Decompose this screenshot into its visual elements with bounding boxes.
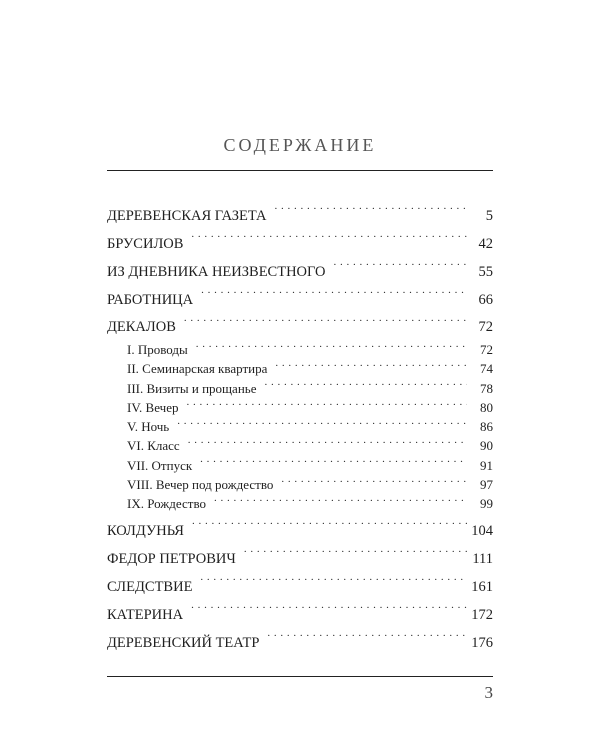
toc-entry-page: 104 — [471, 522, 493, 539]
toc-subentry[interactable] — [107, 359, 493, 378]
toc-subentry[interactable] — [107, 494, 493, 513]
toc-subentry-page: 90 — [480, 438, 493, 454]
toc-subentry[interactable] — [107, 475, 493, 494]
dot-leader — [244, 548, 467, 563]
toc-subentry-title: VIII. Вечер под рождество — [127, 477, 274, 493]
toc-subentry-page: 78 — [480, 380, 493, 396]
toc-subentry-title: IV. Вечер — [127, 399, 179, 415]
dot-leader — [186, 399, 467, 412]
toc-entry-title: КАТЕРИНА — [107, 606, 184, 623]
toc-subentry-title: VI. Класс — [127, 438, 180, 454]
dot-leader — [274, 206, 467, 221]
toc-entry[interactable] — [107, 286, 493, 314]
dot-leader — [192, 520, 467, 535]
toc-entry-page: 172 — [471, 606, 493, 623]
toc-subentry[interactable] — [107, 398, 493, 417]
toc-subentry-page: 97 — [480, 477, 493, 493]
toc-entry[interactable] — [107, 314, 493, 340]
toc-subentry[interactable] — [107, 417, 493, 436]
dot-leader — [275, 360, 467, 373]
toc-subentry[interactable] — [107, 340, 493, 359]
toc-entry[interactable] — [107, 230, 493, 258]
toc-subentry[interactable] — [107, 436, 493, 455]
toc-entry[interactable] — [107, 202, 493, 230]
toc-entry-page: 5 — [485, 208, 493, 224]
dot-leader — [191, 234, 467, 249]
dot-leader — [267, 632, 467, 647]
toc-entry[interactable] — [107, 258, 493, 286]
toc-subentry-title: V. Ночь — [127, 419, 170, 435]
toc-entry-page: 55 — [478, 264, 493, 280]
toc-entry[interactable] — [107, 545, 493, 573]
toc-entry-title: СЛЕДСТВИЕ — [107, 578, 193, 595]
toc-subentry-page: 72 — [480, 342, 493, 357]
toc-entry-title: ДЕРЕВЕНСКИЙ ТЕАТР — [107, 634, 260, 651]
toc-entry-page: 42 — [478, 236, 493, 252]
toc-entry[interactable] — [107, 601, 493, 629]
toc-entry[interactable] — [107, 629, 493, 657]
toc-entry[interactable] — [107, 573, 493, 601]
table-of-contents — [107, 202, 493, 657]
toc-subentry-page: 99 — [480, 496, 493, 512]
toc-entry-title: ИЗ ДНЕВНИКА НЕИЗВЕСТНОГО — [107, 264, 326, 280]
dot-leader — [200, 457, 467, 470]
toc-subentry-title: I. Проводы — [127, 342, 188, 357]
toc-entry-page: 176 — [471, 634, 493, 651]
dot-leader — [177, 418, 467, 431]
dot-leader — [188, 437, 467, 450]
toc-entry[interactable] — [107, 517, 493, 545]
bottom-divider — [107, 676, 493, 677]
dot-leader — [196, 341, 467, 354]
dot-leader — [200, 576, 467, 591]
dot-leader — [184, 317, 467, 332]
toc-subentry[interactable] — [107, 379, 493, 398]
toc-subentry-title: IX. Рождество — [127, 496, 206, 512]
dot-leader — [334, 262, 467, 277]
toc-entry-title: ФЕДОР ПЕТРОВИЧ — [107, 550, 236, 567]
toc-entry-page: 111 — [472, 550, 493, 567]
toc-subentry-page: 80 — [480, 399, 493, 415]
toc-entry-page: 72 — [478, 319, 493, 335]
toc-entry-title: БРУСИЛОВ — [107, 236, 184, 252]
dot-leader — [201, 290, 467, 305]
toc-entry-page: 66 — [478, 292, 493, 308]
toc-subentry[interactable] — [107, 456, 493, 475]
toc-entry-title: ДЕКАЛОВ — [107, 319, 176, 335]
dot-leader — [264, 380, 467, 393]
toc-subentry-title: II. Семинарская квартира — [127, 361, 268, 377]
toc-subentry-title: III. Визиты и прощанье — [127, 380, 257, 396]
toc-entry-title: КОЛДУНЬЯ — [107, 522, 184, 539]
toc-subentry-page: 74 — [480, 361, 493, 377]
toc-subentry-page: 86 — [480, 419, 493, 435]
toc-subentry-page: 91 — [480, 457, 493, 473]
top-divider — [107, 170, 493, 171]
dot-leader — [281, 476, 467, 489]
toc-subentry-title: VII. Отпуск — [127, 457, 193, 473]
toc-entry-title: ДЕРЕВЕНСКАЯ ГАЗЕТА — [107, 208, 267, 224]
toc-entry-page: 161 — [471, 578, 493, 595]
toc-entry-title: РАБОТНИЦА — [107, 292, 194, 308]
dot-leader — [214, 495, 467, 508]
page-number: 3 — [484, 683, 493, 702]
dot-leader — [191, 604, 467, 619]
page-title: СОДЕРЖАНИЕ — [223, 135, 377, 155]
